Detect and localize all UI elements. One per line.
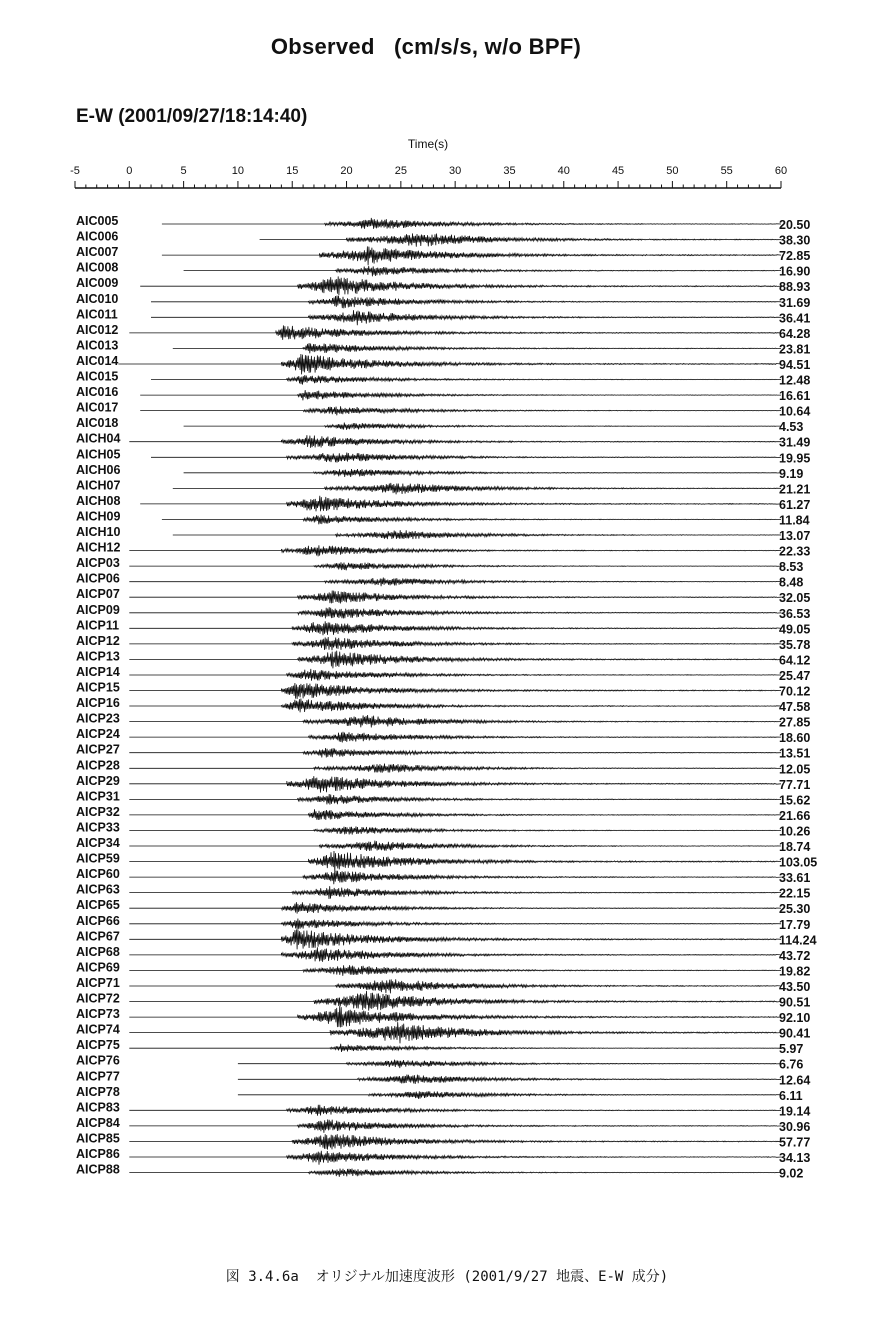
- trace-aic008: [76, 261, 810, 279]
- peak-value: 49.05: [779, 622, 811, 637]
- trace-aicp72: [76, 991, 810, 1011]
- x-tick-label: 25: [394, 165, 407, 177]
- waveform: [129, 1022, 781, 1043]
- station-label: AICP13: [76, 649, 120, 664]
- station-label: AIC006: [76, 229, 119, 244]
- waveform: [129, 1134, 781, 1149]
- waveform: [129, 578, 781, 587]
- peak-value: 32.05: [779, 591, 811, 606]
- waveform: [129, 809, 781, 820]
- waveform: [129, 991, 781, 1011]
- station-label: AICP86: [76, 1147, 120, 1161]
- station-label: AICP15: [76, 680, 120, 695]
- peak-value: 70.12: [779, 684, 811, 699]
- waveform: [129, 637, 781, 650]
- trace-aic016: [76, 385, 810, 403]
- waveform: [129, 669, 781, 681]
- station-label: AICP85: [76, 1131, 120, 1146]
- waveform: [129, 965, 781, 976]
- station-label: AICP28: [76, 758, 120, 773]
- trace-aich05: [76, 447, 810, 465]
- waveform: [129, 1006, 781, 1027]
- waveform: [129, 545, 781, 556]
- x-tick-label: 5: [180, 165, 187, 177]
- station-label: AICP63: [76, 882, 120, 897]
- waveform: [129, 871, 781, 885]
- trace-aicp32: [76, 805, 810, 823]
- station-label: AICP14: [76, 664, 120, 679]
- trace-aicp85: [76, 1131, 810, 1149]
- trace-aic013: [76, 338, 810, 356]
- trace-aicp74: [76, 1022, 810, 1043]
- time-axis: [70, 165, 787, 188]
- station-label: AIC014: [76, 353, 119, 368]
- station-label: AICP29: [76, 773, 120, 788]
- peak-value: 72.85: [779, 249, 811, 264]
- station-label: AICH06: [76, 462, 121, 477]
- trace-aicp14: [76, 665, 810, 683]
- station-label: AICP32: [76, 804, 120, 819]
- trace-aich09: [76, 509, 810, 527]
- trace-aicp68: [76, 945, 810, 963]
- waveform: [151, 296, 781, 309]
- station-label: AICP31: [76, 789, 120, 804]
- trace-aicp28: [76, 758, 810, 776]
- station-label: AICP03: [76, 556, 120, 571]
- trace-aicp06: [76, 572, 803, 590]
- trace-aicp59: [76, 851, 817, 872]
- trace-aich08: [76, 494, 810, 512]
- x-tick-label: 35: [503, 165, 516, 177]
- station-label: AICP59: [76, 851, 120, 866]
- x-axis-label: Time(s): [407, 137, 449, 151]
- station-label: AICP16: [76, 696, 120, 711]
- waveform: [140, 406, 781, 415]
- waveform: [129, 826, 781, 834]
- trace-aic018: [76, 416, 803, 434]
- peak-value: 22.33: [779, 544, 811, 559]
- waveform: [129, 621, 781, 635]
- waveform: [129, 851, 781, 872]
- trace-aicp27: [76, 743, 810, 761]
- peak-value: 30.96: [779, 1119, 811, 1134]
- peak-value: 43.72: [779, 948, 811, 963]
- station-label: AICH05: [76, 447, 121, 462]
- peak-value: 8.53: [779, 560, 804, 575]
- peak-value: 8.48: [779, 575, 804, 590]
- trace-aic006: [76, 230, 810, 248]
- chart-title: Observed (cm/s/s, w/o BPF): [270, 34, 582, 59]
- waveform: [129, 683, 781, 699]
- station-label: AICP74: [76, 1022, 120, 1037]
- station-label: AICP88: [76, 1162, 120, 1177]
- x-tick-label: 0: [126, 165, 133, 177]
- waveform: [184, 469, 781, 477]
- peak-value: 64.28: [779, 326, 811, 341]
- waveform: [140, 496, 781, 512]
- waveform: [129, 607, 781, 618]
- x-tick-label: 15: [286, 165, 299, 177]
- waveform: [129, 732, 781, 743]
- waveform: [162, 218, 781, 229]
- station-label: AICP60: [76, 867, 120, 882]
- peak-value: 19.82: [779, 964, 811, 979]
- peak-value: 43.50: [779, 979, 811, 994]
- peak-value: 25.30: [779, 902, 811, 917]
- peak-value: 22.15: [779, 886, 811, 901]
- peak-value: 27.85: [779, 715, 811, 730]
- trace-aicp86: [76, 1147, 810, 1165]
- peak-value: 17.79: [779, 917, 811, 932]
- waveform: [173, 343, 781, 353]
- peak-value: 61.27: [779, 497, 811, 512]
- waveform: [238, 1060, 781, 1068]
- station-label: AICH08: [76, 493, 121, 508]
- trace-aicp60: [76, 867, 810, 885]
- peak-value: 57.77: [779, 1135, 811, 1150]
- peak-value: 10.64: [779, 404, 811, 419]
- waveform: [140, 276, 781, 295]
- waveform: [184, 266, 781, 276]
- waveform: [162, 246, 781, 265]
- peak-value: 114.24: [779, 933, 817, 948]
- peak-value: 4.53: [779, 420, 804, 435]
- trace-aicp65: [76, 898, 810, 916]
- peak-value: 38.30: [779, 233, 811, 248]
- station-label: AIC017: [76, 400, 119, 415]
- station-label: AICP66: [76, 913, 120, 928]
- station-label: AICP33: [76, 820, 120, 835]
- x-tick-label: 50: [666, 165, 679, 177]
- waveform: [129, 1169, 781, 1177]
- station-label: AICP84: [76, 1115, 120, 1130]
- peak-value: 12.48: [779, 373, 811, 388]
- peak-value: 9.02: [779, 1166, 804, 1181]
- station-label: AIC012: [76, 322, 119, 337]
- waveform: [151, 375, 781, 385]
- peak-value: 90.41: [779, 1026, 811, 1041]
- peak-value: 33.61: [779, 871, 811, 886]
- waveform: [129, 325, 781, 339]
- waveform: [129, 841, 781, 851]
- station-label: AICP27: [76, 742, 120, 757]
- station-label: AICP71: [76, 975, 120, 990]
- peak-value: 13.07: [779, 529, 811, 543]
- trace-aic010: [76, 292, 810, 310]
- station-label: AIC008: [76, 260, 119, 275]
- peak-value: 9.19: [779, 466, 804, 481]
- trace-aic017: [76, 401, 810, 419]
- trace-aicp84: [76, 1116, 810, 1134]
- peak-value: 94.51: [779, 357, 811, 372]
- station-label: AICP72: [76, 991, 120, 1006]
- peak-value: 47.58: [779, 700, 811, 715]
- peak-value: 88.93: [779, 280, 811, 295]
- station-label: AICH07: [76, 478, 121, 493]
- station-label: AICP75: [76, 1038, 120, 1053]
- x-tick-label: 30: [449, 165, 462, 177]
- trace-aich04: [76, 432, 810, 450]
- x-tick-label: -5: [70, 165, 80, 177]
- waveform: [129, 979, 781, 993]
- peak-value: 16.90: [779, 264, 811, 279]
- station-label: AICP65: [76, 898, 120, 913]
- peak-value: 16.61: [779, 389, 811, 404]
- peak-value: 12.64: [779, 1073, 811, 1088]
- station-label: AIC013: [76, 338, 119, 353]
- waveform: [238, 1075, 781, 1085]
- trace-aic012: [76, 323, 810, 341]
- station-label: AICH12: [76, 540, 121, 555]
- trace-aicp67: [76, 929, 817, 949]
- station-label: AIC011: [76, 307, 118, 322]
- peak-value: 5.97: [779, 1042, 804, 1057]
- waveform: [260, 233, 781, 246]
- peak-value: 103.05: [779, 855, 818, 870]
- station-label: AIC018: [76, 416, 119, 431]
- waveform: [184, 423, 781, 430]
- trace-aich06: [76, 463, 803, 481]
- station-label: AIC007: [76, 245, 119, 260]
- station-label: AICP68: [76, 944, 120, 959]
- waveform: [129, 1119, 781, 1132]
- station-label: AIC010: [76, 291, 119, 306]
- trace-aicp07: [76, 587, 810, 605]
- waveform: [173, 530, 781, 539]
- trace-aicp23: [76, 712, 810, 730]
- peak-value: 25.47: [779, 668, 811, 683]
- waveform: [129, 947, 781, 962]
- waveform: [238, 1091, 781, 1099]
- peak-value: 10.26: [779, 824, 811, 839]
- station-label: AICP06: [76, 571, 120, 586]
- peak-value: 19.14: [779, 1104, 811, 1119]
- peak-value: 90.51: [779, 995, 811, 1010]
- trace-aich10: [76, 525, 810, 543]
- x-tick-label: 10: [231, 165, 245, 177]
- station-label: AICP12: [76, 633, 120, 648]
- waveform: [129, 929, 781, 949]
- station-label: AICH09: [76, 509, 121, 524]
- peak-value: 35.78: [779, 637, 811, 652]
- station-label: AICP78: [76, 1084, 120, 1099]
- trace-aicp15: [76, 681, 810, 700]
- trace-aicp29: [76, 774, 810, 793]
- trace-aic011: [76, 307, 810, 325]
- peak-value: 19.95: [779, 451, 811, 466]
- waveform: [129, 794, 781, 805]
- trace-aicp88: [76, 1163, 803, 1181]
- trace-aicp78: [76, 1085, 803, 1103]
- peak-value: 34.13: [779, 1151, 811, 1165]
- waveform: [129, 651, 781, 669]
- trace-aicp75: [76, 1038, 803, 1056]
- waveform: [140, 390, 781, 400]
- waveform: [129, 1151, 781, 1165]
- station-label: AICP34: [76, 836, 120, 850]
- waveform: [129, 764, 781, 773]
- trace-aicp66: [76, 914, 810, 932]
- trace-aic014: [76, 354, 810, 374]
- waveform: [129, 699, 781, 713]
- waveform: [151, 453, 781, 463]
- station-label: AICP69: [76, 960, 120, 975]
- trace-aicp31: [76, 789, 810, 807]
- peak-value: 11.84: [779, 513, 810, 528]
- trace-aicp24: [76, 727, 810, 745]
- peak-value: 6.11: [779, 1088, 803, 1103]
- trace-aicp09: [76, 603, 810, 621]
- trace-aicp83: [76, 1100, 810, 1118]
- peak-value: 13.51: [779, 746, 811, 761]
- trace-aicp12: [76, 634, 810, 652]
- station-label: AICP07: [76, 587, 120, 602]
- figure-caption: 図 3.4.6a オリジナル加速度波形 (2001/9/27 地震、E-W 成分): [225, 1269, 669, 1285]
- x-tick-label: 55: [720, 165, 733, 177]
- trace-aich12: [76, 541, 810, 559]
- chart-subtitle: E-W (2001/09/27/18:14:40): [76, 106, 308, 127]
- waveform: [151, 310, 781, 325]
- x-tick-label: 45: [611, 165, 625, 177]
- peak-value: 31.69: [779, 295, 811, 310]
- waveform: [118, 354, 781, 374]
- trace-aic007: [76, 245, 810, 265]
- waveform: [129, 715, 781, 728]
- waveform: [129, 435, 781, 448]
- station-label: AICP09: [76, 602, 120, 617]
- station-label: AIC016: [76, 385, 119, 400]
- x-tick-label: 20: [340, 165, 353, 177]
- trace-aicp03: [76, 556, 803, 574]
- station-label: AICP23: [76, 711, 120, 726]
- peak-value: 64.12: [779, 653, 811, 668]
- peak-value: 21.66: [779, 808, 811, 823]
- station-label: AICP67: [76, 929, 120, 944]
- peak-value: 77.71: [779, 777, 811, 792]
- peak-value: 36.53: [779, 606, 811, 621]
- trace-aicp11: [76, 618, 810, 636]
- station-label: AICH04: [76, 431, 121, 446]
- peak-value: 92.10: [779, 1011, 811, 1026]
- trace-aicp77: [76, 1069, 810, 1087]
- trace-aicp16: [76, 696, 810, 714]
- waveform: [129, 902, 781, 913]
- waveform: [129, 591, 781, 604]
- station-label: AICP83: [76, 1100, 120, 1115]
- station-label: AICH10: [76, 525, 121, 539]
- peak-value: 6.76: [779, 1057, 804, 1072]
- trace-group: [76, 214, 817, 1181]
- peak-value: 31.49: [779, 435, 811, 450]
- station-label: AICP77: [76, 1069, 120, 1084]
- x-tick-label: 60: [774, 165, 788, 177]
- x-tick-label: 40: [557, 165, 570, 177]
- waveform: [129, 748, 781, 758]
- trace-aicp73: [76, 1006, 810, 1027]
- trace-aicp71: [76, 976, 810, 994]
- peak-value: 18.74: [779, 840, 811, 854]
- trace-aicp34: [76, 836, 810, 854]
- trace-aicp13: [76, 649, 810, 668]
- peak-value: 36.41: [779, 311, 811, 326]
- waveform: [129, 1105, 781, 1116]
- trace-aich07: [76, 478, 810, 496]
- station-label: AIC005: [76, 214, 119, 228]
- station-label: AIC009: [76, 276, 119, 291]
- peak-value: 23.81: [779, 342, 811, 357]
- waveform: [173, 483, 781, 494]
- trace-aicp76: [76, 1054, 803, 1072]
- peak-value: 21.21: [779, 482, 811, 497]
- waveform: [129, 886, 781, 899]
- trace-aicp63: [76, 883, 810, 901]
- waveform: [129, 562, 781, 570]
- peak-value: 20.50: [779, 218, 811, 232]
- station-label: AICP24: [76, 727, 120, 742]
- waveform: [129, 1044, 781, 1052]
- trace-aic009: [76, 276, 810, 295]
- trace-aic005: [76, 214, 810, 232]
- station-label: AIC015: [76, 369, 119, 384]
- waveform: [129, 776, 781, 792]
- trace-aicp69: [76, 960, 810, 978]
- station-label: AICP11: [76, 618, 120, 633]
- peak-value: 18.60: [779, 731, 811, 746]
- peak-value: 15.62: [779, 793, 811, 808]
- peak-value: 12.05: [779, 762, 811, 777]
- trace-aicp33: [76, 820, 810, 838]
- trace-aic015: [76, 370, 810, 388]
- station-label: AICP73: [76, 1007, 120, 1022]
- waveform: [129, 919, 781, 930]
- station-label: AICP76: [76, 1053, 120, 1068]
- waveform: [162, 515, 781, 525]
